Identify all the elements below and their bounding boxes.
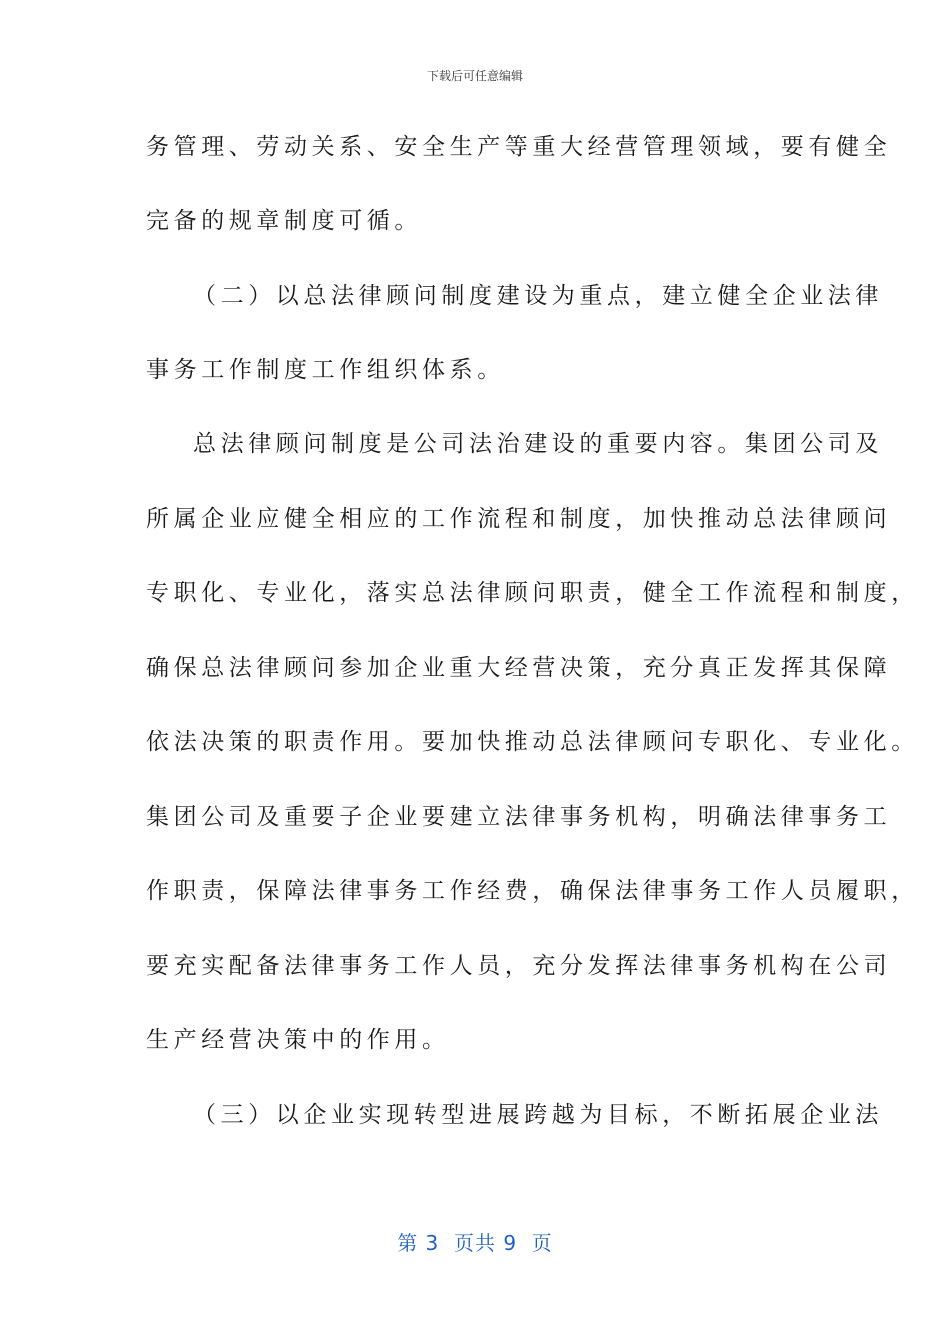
- section-heading-3: （三）以企业实现转型进展跨越为目标，不断拓展企业法: [193, 1102, 883, 1128]
- paragraph-start: 总法律顾问制度是公司法治建设的重要内容。集团公司及: [193, 431, 883, 457]
- text-line: 专职化、专业化，落实总法律顾问职责，健全工作流程和制度，: [146, 580, 919, 606]
- text-line: 完备的规章制度可循。: [146, 208, 422, 234]
- text-line: 要充实配备法律事务工作人员，充分发挥法律事务机构在公司: [146, 953, 892, 979]
- text-line: 依法决策的职责作用。要加快推动总法律顾问专职化、专业化。: [146, 729, 919, 755]
- text-line: 确保总法律顾问参加企业重大经营决策，充分真正发挥其保障: [146, 655, 892, 681]
- text-line: 事务工作制度工作组织体系。: [146, 357, 505, 383]
- page-number-footer: 第 3 页共 9 页: [397, 1231, 553, 1255]
- text-line: 务管理、劳动关系、安全生产等重大经营管理领域，要有健全: [146, 134, 892, 160]
- text-line: 生产经营决策中的作用。: [146, 1027, 450, 1053]
- section-heading-2: （二）以总法律顾问制度建设为重点，建立健全企业法律: [193, 283, 883, 309]
- text-line: 所属企业应健全相应的工作流程和制度，加快推动总法律顾问: [146, 506, 892, 532]
- header-note: 下载后可任意编辑: [426, 69, 523, 83]
- text-line: 作职责，保障法律事务工作经费，确保法律事务工作人员履职，: [146, 878, 919, 904]
- text-line: 集团公司及重要子企业要建立法律事务机构，明确法律事务工: [146, 804, 892, 830]
